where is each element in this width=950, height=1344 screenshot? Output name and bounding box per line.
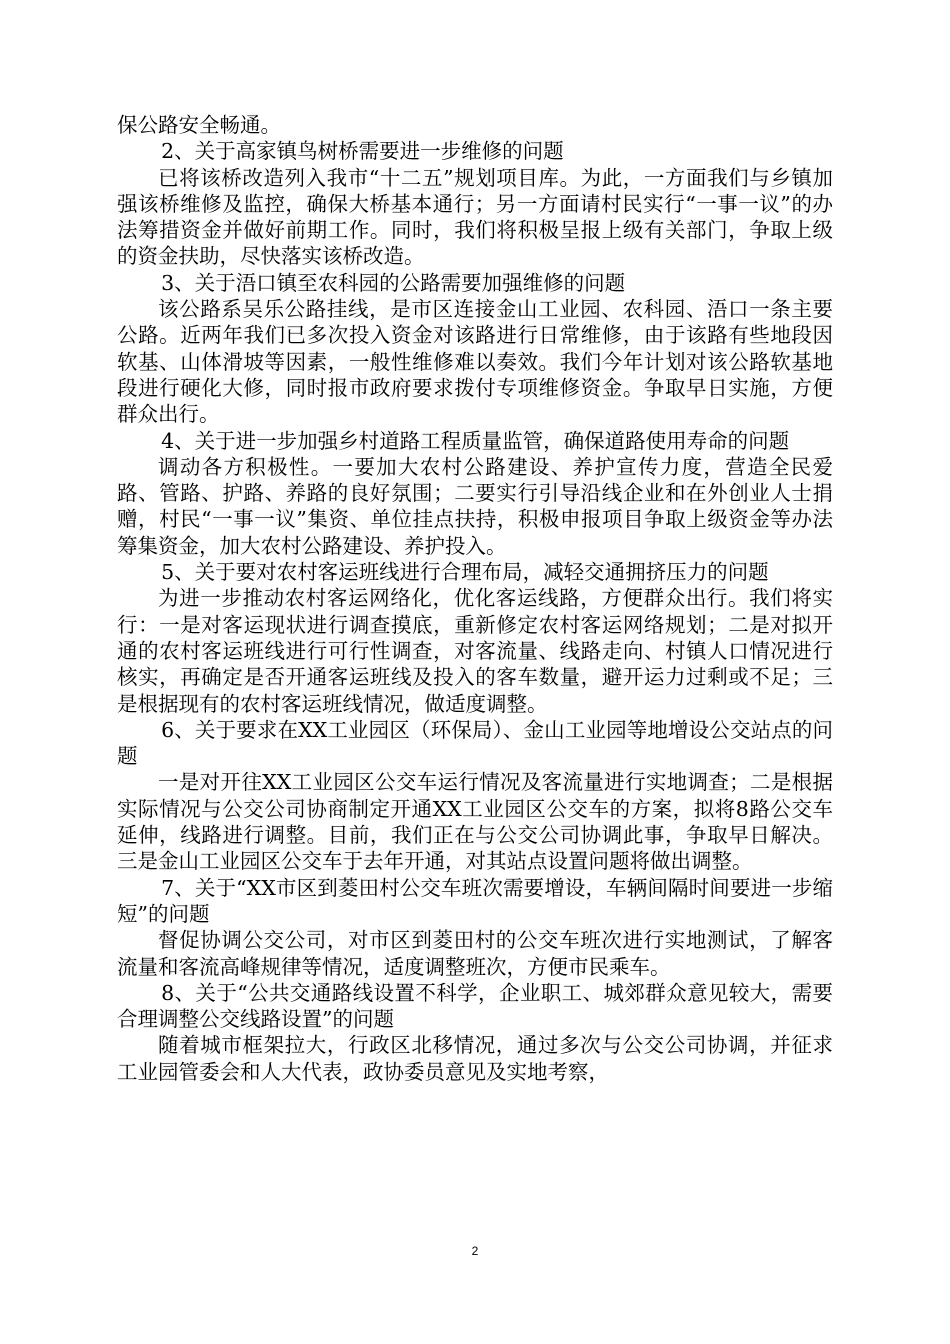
paragraph-continuation: 保公路安全畅通。 [117,113,281,137]
section-body-8: 随着城市框架拉大，行政区北移情况，通过多次与公交公司协调，并征求工业园管委会和人大代表，政协委员意见及实地考察， [117,1033,833,1084]
page-number: 2 [471,1244,479,1258]
section-body-6: 一是对开往XX工业园区公交车运行情况及客流量进行实地调查；二是根据实际情况与公交公司协商制定开通XX工业园区公交车的方案，拟将8路公交车延伸，线路进行调整。目前，我们正在与公交公司协调此事，争取早日解决。三是金山工业园区公交车于去年开通，对其站点设置问题将做出调整。 [117,770,833,874]
section-heading-8: 8、关于“公共交通路线设置不科学，企业职工、城郊群众意见较大，需要合理调整公交线路设置”的问题 [117,980,833,1032]
section-heading-4: 4、关于进一步加强乡村道路工程质量监管，确保道路使用寿命的问题 [161,428,790,453]
section-heading-7: 7、关于“XX市区到菱田村公交车班次需要增设，车辆间隔时间要进一步缩短”的问题 [117,875,833,926]
section-heading-5: 5、关于要对农村客运班线进行合理布局，减轻交通拥挤压力的问题 [161,560,769,585]
section-body-3: 该公路系吴乐公路挂线，是市区连接金山工业园、农科园、浯口一条主要公路。近两年我们已多次投入资金对该路进行日常维修，由于该路有些地段因软基、山体滑坡等因素，一般性维修难以奏效。我们今年计划对该公路软基地段进行硬化大修，同时报市政府要求拨付专项维修资金。争取早日实施，方便群众出行。 [117,297,833,427]
section-body-2: 已将该桥改造列入我市“十二五”规划项目库。为此，一方面我们与乡镇加强该桥维修及监控，确保大桥基本通行；另一方面请村民实行“一事一议”的办法筹措资金并做好前期工作。同时，我们将积极呈报上级有关部门，争取上级的资金扶助，尽快落实该桥改造。 [117,165,833,269]
section-heading-6: 6、关于要求在XX工业园区（环保局）、金山工业园等地增设公交站点的问题 [117,717,833,769]
section-body-7: 督促协调公交公司，对市区到菱田村的公交车班次进行实地测试，了解客流量和客流高峰规律等情况，适度调整班次，方便市民乘车。 [117,928,833,979]
section-heading-2: 2、关于高家镇鸟树桥需要进一步维修的问题 [161,139,564,164]
document-body [117,112,833,1085]
section-heading-3: 3、关于浯口镇至农科园的公路需要加强维修的问题 [161,270,626,295]
section-body-5: 为进一步推动农村客运网络化，优化客运线路，方便群众出行。我们将实行：一是对客运现状进行调查摸底，重新修定农村客运网络规划；二是对拟开通的农村客运班线进行可行性调查，对客流量、线路走向、村镇人口情况进行核实，再确定是否开通客运班线及投入的客车数量，避开运力过剩或不足；三是根据现有的农村客运班线情况，做适度调整。 [117,586,833,716]
section-body-4: 调动各方积极性。一要加大农村公路建设、养护宣传力度，营造全民爱路、管路、护路、养路的良好氛围；二要实行引导沿线企业和在外创业人士捐赠，村民“一事一议”集资、单位挂点扶持，积极申报项目争取上级资金等办法筹集资金，加大农村公路建设、养护投入。 [117,454,833,558]
